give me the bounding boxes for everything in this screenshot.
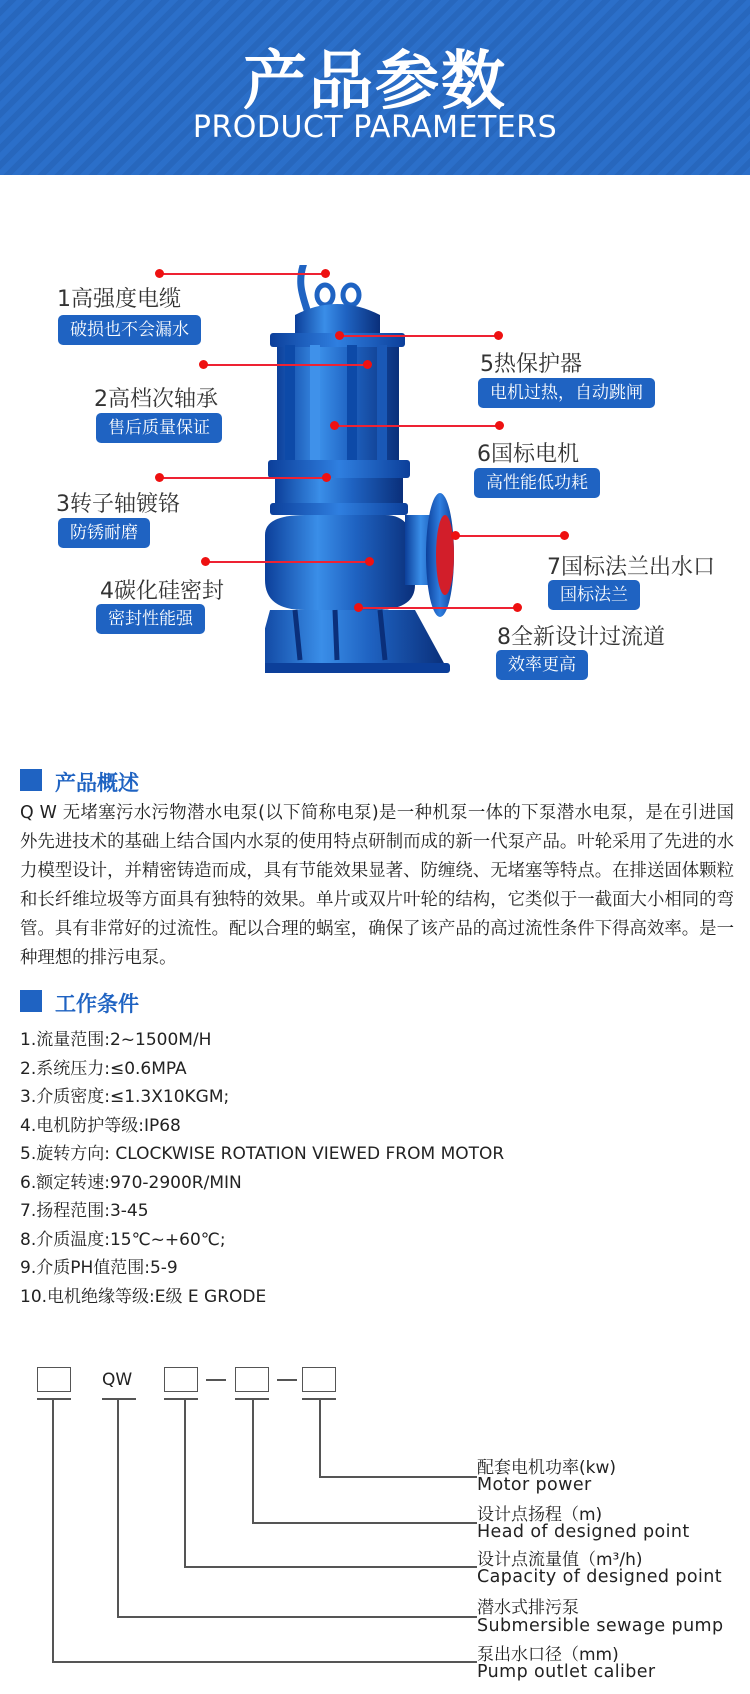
feature-5-badge: 电机过热，自动跳闸 [478,378,655,408]
feature-1-title: 1高强度电缆 [57,287,181,312]
leader-dot-5-end [335,331,344,340]
model-dash [277,1379,297,1381]
banner-title-cn: 产品参数 [243,45,507,119]
model-legend-en: Head of designed point [477,1522,690,1542]
feature-8-title: 8全新设计过流道 [497,625,665,650]
model-line [52,1398,54,1661]
leader-dot-2-end [363,360,372,369]
model-tick [37,1398,71,1400]
model-box-capacity [164,1367,198,1392]
leader-dot-4-end [365,557,374,566]
leader-dot-4 [201,557,210,566]
condition-item: 6.额定转速:970-2900R/MIN [20,1173,242,1193]
model-qw-code: QW [102,1370,133,1390]
model-legend-en: Motor power [477,1475,592,1495]
leader-dot-1-end [321,269,330,278]
feature-7-title: 7国标法兰出水口 [547,555,715,580]
feature-5-title: 5热保护器 [480,352,582,377]
feature-6-badge: 高性能低功耗 [474,468,600,498]
leader-dot-6-end [330,421,339,430]
leader-dot-7 [560,531,569,540]
feature-2-title: 2高档次轴承 [94,387,218,412]
model-line [117,1398,119,1616]
condition-item: 1.流量范围:2~1500M/H [20,1030,212,1050]
model-legend-cn: 潜水式排污泵 [477,1598,579,1618]
feature-3-title: 3转子轴镀铬 [56,492,180,517]
model-line [52,1661,477,1663]
condition-item: 2.系统压力:≤0.6MPA [20,1059,187,1079]
header-banner [0,0,750,175]
section-marker-icon [20,990,42,1012]
banner-title-en: PRODUCT PARAMETERS [192,110,558,145]
leader-line-8 [358,607,518,609]
feature-3-badge: 防锈耐磨 [58,518,150,548]
condition-item: 9.介质PH值范围:5-9 [20,1258,178,1278]
leader-dot-8-end [354,603,363,612]
model-box-power [302,1367,336,1392]
condition-item: 3.介质密度:≤1.3X10KGM; [20,1087,230,1107]
leader-dot-3-end [322,473,331,482]
leader-line-5 [339,335,499,337]
model-line [117,1616,477,1618]
leader-line-2 [203,364,368,366]
overview-text: Q W 无堵塞污水污物潜水电泵(以下简称电泵)是一种机泵一体的下泵潜水电泵，是在引进国外先进技术的基础上结合国内水泵的使用特点研制而成的新一代泵产品。叶轮采用了先进的水力模型设计，并精密铸造而成，具有节能效果显著、防缠绕、无堵塞等特点。在排送固体颗粒和长纤维垃圾等方面具有独特的效果。单片或双片叶轮的结构，它类似于一截面大小相同的弯管。具有非常好的过流性。配以合理的蜗室，确保了该产品的高过流性条件下得高效率。是一种理想的排污电泵。 [20,803,734,968]
condition-item: 8.介质温度:15℃~+60℃; [20,1230,226,1250]
feature-1-badge: 破损也不会漏水 [58,315,201,345]
model-line [252,1522,477,1524]
model-legend-en: Submersible sewage pump [477,1616,724,1636]
overview-heading-text: 产品概述 [55,771,139,795]
model-legend-cn: 泵出水口径（mm) [477,1645,619,1665]
leader-dot-3 [155,473,164,482]
leader-dot-8 [513,603,522,612]
model-legend-en: Capacity of designed point [477,1567,722,1587]
model-line [184,1566,477,1568]
model-box-head [235,1367,269,1392]
pump-image [265,265,495,695]
leader-dot-2 [199,360,208,369]
feature-2-badge: 售后质量保证 [96,413,222,443]
feature-7-badge: 国标法兰 [548,580,640,610]
conditions-heading-text: 工作条件 [55,992,139,1016]
leader-dot-5 [494,331,503,340]
feature-6-title: 6国标电机 [477,442,579,467]
model-dash [206,1379,226,1381]
leader-line-1 [159,273,326,275]
feature-8-badge: 效率更高 [496,650,588,680]
model-tick [164,1398,198,1400]
leader-line-6 [334,425,500,427]
model-legend-cn: 配套电机功率(kw) [477,1458,617,1478]
model-line [184,1398,186,1566]
model-legend-en: Pump outlet caliber [477,1662,656,1682]
condition-item: 7.扬程范围:3-45 [20,1201,149,1221]
model-line [319,1398,321,1476]
leader-line-4 [205,561,370,563]
model-line [319,1476,477,1478]
feature-4-badge: 密封性能强 [96,604,205,634]
leader-dot-1 [155,269,164,278]
condition-item: 10.电机绝缘等级:E级 E GRODE [20,1287,267,1307]
leader-dot-7-end [451,531,460,540]
leader-dot-6 [495,421,504,430]
condition-item: 5.旋转方向: CLOCKWISE ROTATION VIEWED FROM MOTOR [20,1144,505,1164]
model-tick [102,1398,136,1400]
leader-line-7 [455,535,565,537]
model-legend-cn: 设计点扬程（m) [477,1505,603,1525]
model-line [252,1398,254,1522]
model-legend-cn: 设计点流量值（m³/h) [477,1550,643,1570]
condition-item: 4.电机防护等级:IP68 [20,1116,181,1136]
model-box-outlet [37,1367,71,1392]
leader-line-3 [159,477,327,479]
section-marker-icon [20,769,42,791]
feature-4-title: 4碳化硅密封 [100,579,224,604]
